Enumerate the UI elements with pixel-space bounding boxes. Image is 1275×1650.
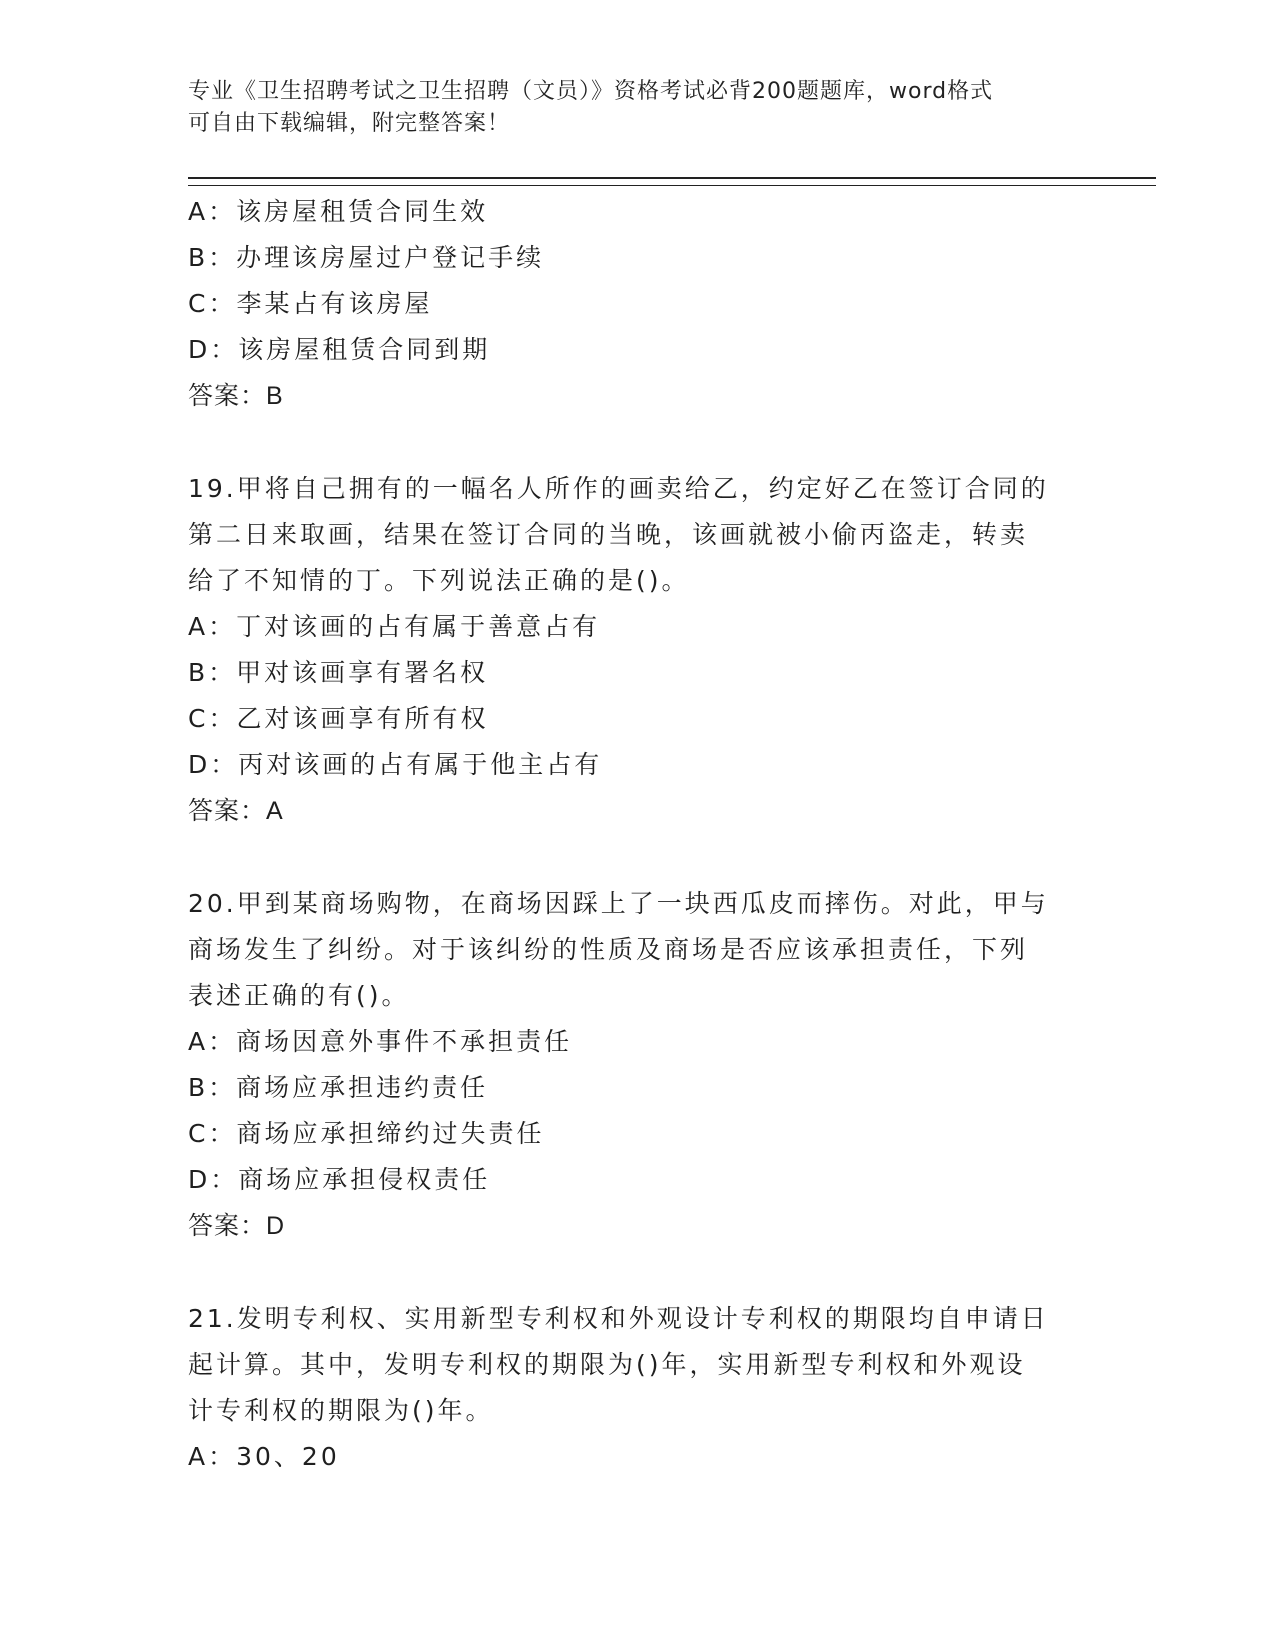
question-block-20 [188, 881, 1088, 1249]
option-a: A：丁对该画的占有属于善意占有 [188, 612, 601, 641]
header-title-line-2: 可自由下载编辑，附完整答案！ [188, 111, 511, 136]
option-b: B：办理该房屋过户登记手续 [188, 243, 545, 272]
answer-label: 答案：A [188, 797, 284, 825]
question-spacer [188, 419, 1088, 466]
option-a: A：30、20 [188, 1442, 340, 1471]
option-d: D：商场应承担侵权责任 [188, 1165, 491, 1194]
question-stem-line: 19.甲将自己拥有的一幅名人所作的画卖给乙，约定好乙在签订合同的 [188, 474, 1049, 503]
option-c: C：李某占有该房屋 [188, 289, 433, 318]
option-c: C：商场应承担缔约过失责任 [188, 1119, 545, 1148]
question-stem-line: 表述正确的有()。 [188, 981, 410, 1010]
question-block-21 [188, 1296, 1088, 1480]
answer-label: 答案：D [188, 1212, 286, 1240]
option-c: C：乙对该画享有所有权 [188, 704, 489, 733]
header-divider [188, 177, 1156, 186]
option-a: A：商场因意外事件不承担责任 [188, 1027, 573, 1056]
answer-label: 答案：B [188, 382, 284, 410]
option-b: B：商场应承担违约责任 [188, 1073, 489, 1102]
question-stem-line: 起计算。其中，发明专利权的期限为()年，实用新型专利权和外观设 [188, 1350, 1026, 1379]
question-list [188, 189, 1088, 1480]
page-header [188, 76, 1088, 140]
option-d: D：该房屋租赁合同到期 [188, 335, 491, 364]
question-stem-line: 第二日来取画，结果在签订合同的当晚，该画就被小偷丙盗走，转卖 [188, 520, 1029, 549]
question-spacer [188, 834, 1088, 881]
option-a: A：该房屋租赁合同生效 [188, 197, 489, 226]
question-stem-line: 21.发明专利权、实用新型专利权和外观设计专利权的期限均自申请日 [188, 1304, 1049, 1333]
question-stem-line: 计专利权的期限为()年。 [188, 1396, 494, 1425]
question-stem-line: 20.甲到某商场购物，在商场因踩上了一块西瓜皮而摔伤。对此，甲与 [188, 889, 1049, 918]
option-d: D：丙对该画的占有属于他主占有 [188, 750, 603, 779]
question-spacer [188, 1249, 1088, 1296]
header-title-line-1: 专业《卫生招聘考试之卫生招聘（文员）》资格考试必背200题题库，word格式 [188, 79, 994, 104]
question-block-previous [188, 189, 1088, 419]
option-b: B：甲对该画享有署名权 [188, 658, 489, 687]
question-stem-line: 给了不知情的丁。下列说法正确的是()。 [188, 566, 690, 595]
question-stem-line: 商场发生了纠纷。对于该纠纷的性质及商场是否应该承担责任，下列 [188, 935, 1029, 964]
question-block-19 [188, 466, 1088, 834]
